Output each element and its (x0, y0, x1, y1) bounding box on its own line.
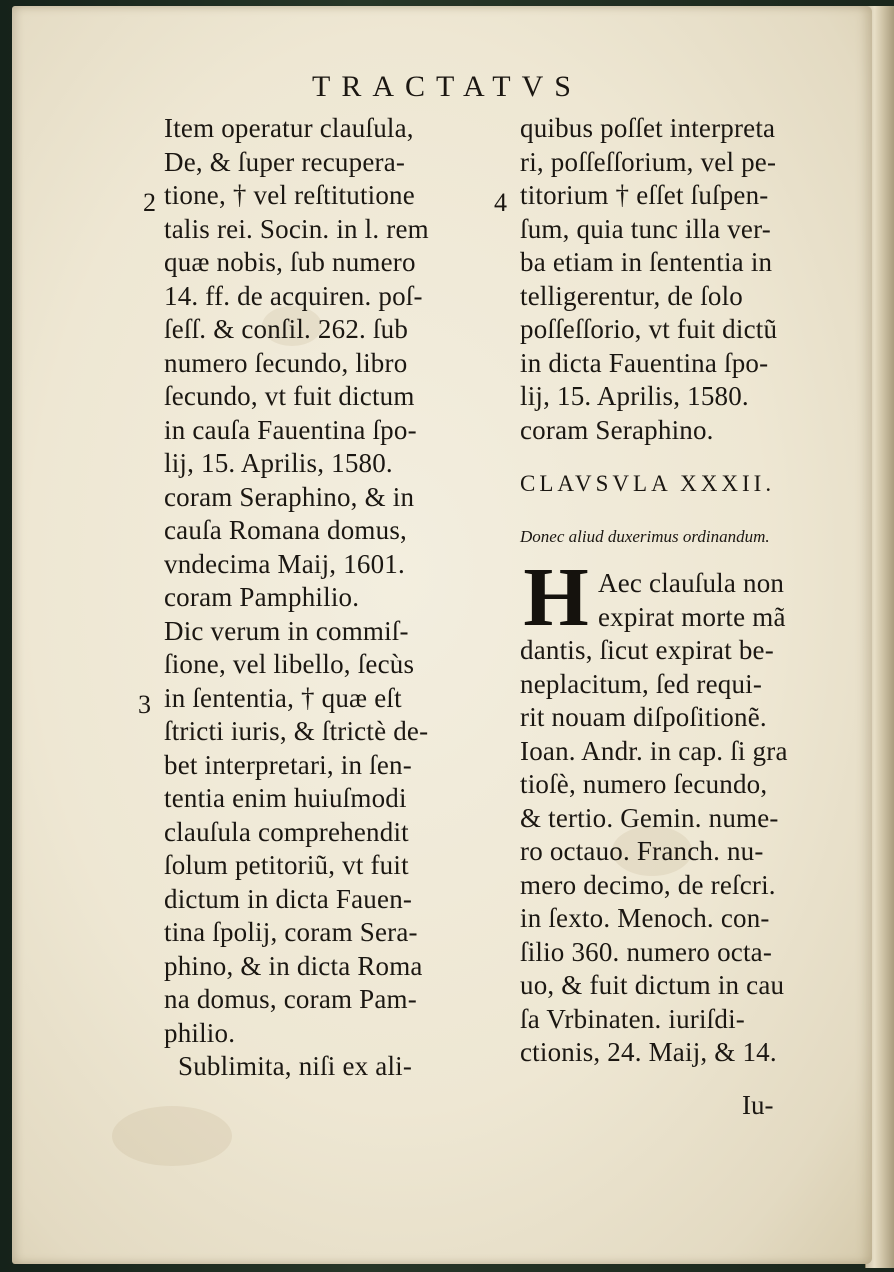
text-line: philio. (164, 1017, 236, 1048)
text-line: Aec clauſula non (598, 568, 785, 598)
text-line: ſecundo, vt fuit dictum (164, 381, 415, 411)
foxing-spot (112, 1106, 232, 1166)
left-text-column (164, 112, 469, 1084)
text-line: mero decimo, de reſcri. (520, 869, 776, 900)
text-line: De, & ſuper recupera- (164, 146, 406, 177)
text-line: in ſexto. Menoch. con- (520, 903, 770, 933)
text-line: ſolum petitoriũ, vt fuit (164, 850, 409, 880)
text-line: tioſè, numero ſecundo, (520, 769, 768, 799)
text-line: ſilio 360. numero octa- (520, 936, 773, 967)
text-line: ba etiam in ſententia in (520, 247, 773, 277)
text-line: cauſa Romana domus, (164, 515, 407, 545)
margin-number: 2 (143, 188, 156, 217)
margin-number: 3 (138, 690, 151, 719)
section-subtitle: Donec aliud duxerimus ordinandum. (520, 527, 770, 546)
text-line: ri, poſſeſſorium, vel pe- (520, 146, 777, 177)
text-line: ctionis, 24. Maij, & 14. (520, 1037, 777, 1067)
running-title: TRACTATVS (312, 70, 582, 103)
section-heading: CLAVSVLA XXXII. (520, 471, 776, 496)
text-line: uo, & fuit dictum in cau (520, 970, 785, 1000)
text-line: lij, 15. Aprilis, 1580. (164, 448, 393, 478)
text-line: neplacitum, ſed requi- (520, 668, 763, 699)
text-line: clauſula comprehendit (164, 816, 409, 847)
text-line: phino, & in dicta Roma (164, 950, 423, 981)
text-line: Sublimita, niſi ex ali- (178, 1051, 413, 1081)
text-line: ſeſſ. & conſil. 262. ſub (164, 314, 409, 344)
text-line: quibus poſſet interpreta (520, 113, 776, 143)
text-line: Item operatur clauſula, (164, 113, 414, 143)
text-line: na domus, coram Pam- (164, 984, 417, 1014)
text-line: expirat morte mã (598, 601, 786, 632)
text-line: dantis, ſicut expirat be- (520, 635, 774, 665)
text-line: poſſeſſorio, vt fuit dictũ (520, 314, 778, 344)
text-line: tina ſpolij, coram Sera- (164, 917, 418, 947)
text-line: ſione, vel libello, ſecùs (164, 649, 415, 679)
text-line: tentia enim huiuſmodi (164, 783, 407, 813)
text-line: ſa Vrbinaten. iuriſdi- (520, 1003, 745, 1034)
text-line: quæ nobis, ſub numero (164, 247, 416, 277)
drop-cap-paragraph (520, 551, 825, 644)
text-line: coram Seraphino. (520, 414, 714, 445)
text-line: ſum, quia tunc illa ver- (520, 213, 771, 244)
text-line: numero ſecundo, libro (164, 347, 408, 378)
text-line: ro octauo. Franch. nu- (520, 836, 764, 866)
text-line: 14. ff. de acquiren. poſ- (164, 280, 423, 311)
text-line: dictum in dicta Fauen- (164, 883, 413, 914)
margin-number: 4 (494, 188, 507, 217)
text-line: titorium † eſſet ſuſpen- (520, 180, 769, 210)
catchword: Iu- (742, 1090, 774, 1120)
text-line: Dic verum in commiſ- (164, 615, 409, 646)
text-line: rit nouam diſpoſitionẽ. (520, 702, 767, 732)
text-line: in ſententia, † quæ eſt (164, 682, 402, 713)
text-line: & tertio. Gemin. nume- (520, 802, 779, 833)
drop-cap-initial: H (523, 551, 589, 644)
text-line: coram Pamphilio. (164, 582, 360, 612)
text-line: telligerentur, de ſolo (520, 280, 743, 311)
text-line: vndecima Maij, 1601. (164, 548, 405, 579)
text-line: in dicta Fauentina ſpo- (520, 347, 769, 378)
text-line: talis rei. Socin. in l. rem (164, 213, 429, 244)
text-line: bet interpretari, in ſen- (164, 749, 412, 780)
text-line: ſtricti iuris, & ſtrictè de- (164, 716, 429, 746)
right-text-column (520, 112, 825, 1070)
text-line: in cauſa Fauentina ſpo- (164, 414, 417, 445)
text-line: Ioan. Andr. in cap. ſi gra (520, 735, 788, 766)
text-line: coram Seraphino, & in (164, 481, 415, 512)
text-line: lij, 15. Aprilis, 1580. (520, 381, 749, 411)
text-line: tione, † vel reſtitutione (164, 180, 415, 210)
